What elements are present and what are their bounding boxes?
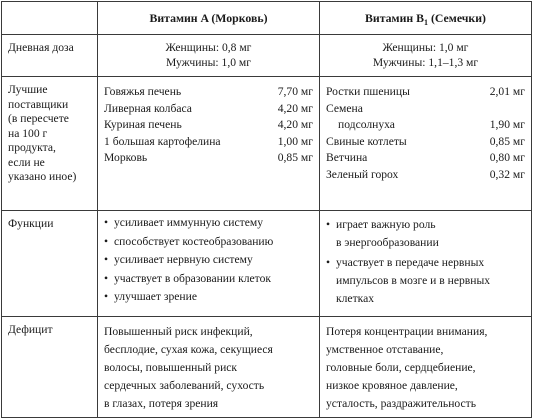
list-item-text: импульсов в мозге и в нервных — [336, 274, 491, 287]
source-item — [104, 135, 313, 152]
source-value: 7,70 мг — [277, 85, 313, 98]
list-item-text: усиливает иммунную систему — [114, 216, 263, 229]
list-item — [104, 216, 315, 231]
sources-label-line: Лучшие — [8, 83, 48, 96]
header-vitamin-a: Витамин A (Морковь) — [98, 2, 320, 35]
list-item — [104, 272, 315, 287]
list-item-text: участвует в образовании клеток — [114, 271, 272, 285]
bullet-icon: • — [104, 216, 109, 229]
sources-label-line: указано иное) — [8, 170, 77, 183]
source-value: 0,85 мг — [277, 151, 313, 164]
list-item-text: участвует в передаче нервных — [336, 256, 485, 269]
sources-row — [2, 77, 532, 211]
dose-a — [98, 35, 320, 77]
dose-label: Дневная доза — [2, 35, 98, 77]
sources-label-line: поставщики — [8, 97, 69, 111]
deficit-a-line: сердечных заболеваний, сухость — [104, 379, 265, 392]
list-item-text: способствует костеобразованию — [114, 234, 274, 248]
source-item — [326, 102, 525, 119]
dose-b — [320, 35, 532, 77]
bullet-icon: • — [326, 256, 331, 269]
sources-label-line: если не — [8, 155, 45, 169]
sources-label — [2, 77, 98, 211]
list-item-text: в энергообразовании — [336, 236, 439, 249]
source-name: Говяжья печень — [104, 85, 182, 98]
source-item — [104, 151, 313, 168]
dose-b-line: Женщины: 1,0 мг — [382, 41, 469, 54]
source-name: Морковь — [104, 151, 148, 164]
source-value: 1,00 мг — [277, 134, 313, 148]
deficit-label: Дефицит — [2, 317, 98, 418]
source-value: 4,20 мг — [277, 118, 313, 131]
functions-a — [98, 211, 320, 317]
deficit-b-line: Потеря концентрации внимания, — [326, 325, 488, 338]
sources-label-line: продукта, — [8, 141, 56, 154]
sources-label-line: (в пересчете — [8, 112, 69, 125]
header-vitamin-b1 — [320, 2, 532, 35]
source-value: 0,85 мг — [489, 134, 525, 148]
deficit-a-line: в глазах, потеря зрения — [104, 397, 219, 410]
source-item — [326, 168, 525, 185]
functions-b — [320, 211, 532, 317]
header-b-sub: 1 — [424, 18, 428, 27]
list-item-text: улучшает зрение — [114, 290, 197, 303]
source-name: Зеленый горох — [326, 167, 399, 181]
functions-b-list — [320, 211, 531, 316]
bullet-icon: • — [104, 290, 109, 303]
source-name: Ветчина — [326, 151, 368, 164]
dose-a-line: Женщины: 0,8 мг — [165, 41, 252, 54]
source-item — [326, 135, 525, 152]
source-value: 2,01 мг — [489, 85, 525, 98]
deficit-a-line: Повышенный риск инфекций, — [104, 325, 253, 338]
deficit-a — [98, 317, 320, 418]
dose-b-line: Мужчины: 1,1–1,3 мг — [372, 56, 479, 69]
dose-row — [2, 35, 532, 77]
source-value: 0,80 мг — [489, 151, 525, 164]
source-item — [326, 85, 525, 102]
source-name: Ливерная колбаса — [104, 101, 192, 115]
source-value: 4,20 мг — [277, 101, 313, 115]
deficit-b-line: усталость, раздражительность — [326, 397, 477, 410]
list-item — [326, 216, 527, 252]
header-b-main: Витамин B — [365, 11, 424, 25]
list-item — [104, 235, 315, 250]
list-item — [326, 254, 527, 308]
deficit-b-line: умственное отставание, — [326, 343, 444, 356]
source-item — [104, 85, 313, 102]
source-name: подсолнуха — [338, 118, 395, 131]
sources-label-line: на 100 г — [8, 126, 48, 140]
deficit-b-line: головные боли, сердцебиение, — [326, 361, 476, 374]
source-item — [326, 118, 525, 135]
deficit-a-line: бесплодие, сухая кожа, секущиеся — [104, 343, 273, 356]
source-item — [326, 151, 525, 168]
bullet-icon: • — [104, 271, 109, 285]
source-name: 1 большая картофелина — [104, 134, 221, 148]
source-value: 1,90 мг — [489, 118, 525, 131]
list-item-text: клетках — [336, 292, 375, 305]
functions-row — [2, 211, 532, 317]
source-name: Куриная печень — [104, 118, 182, 131]
bullet-icon: • — [326, 218, 331, 231]
source-name: Семена — [326, 101, 363, 115]
deficit-b-line: низкое кровяное давление, — [326, 379, 458, 392]
header-b-tail: (Семечки) — [428, 11, 486, 25]
list-item — [104, 253, 315, 268]
source-item — [104, 118, 313, 135]
bullet-icon: • — [104, 253, 109, 266]
functions-label: Функции — [2, 211, 98, 317]
bullet-icon: • — [104, 234, 109, 248]
list-item-text: играет важную роль — [336, 218, 436, 231]
sources-b — [320, 77, 532, 211]
list-item-text: усиливает нервную систему — [114, 253, 253, 266]
source-item — [104, 102, 313, 119]
list-item — [104, 290, 315, 305]
dose-a-line: Мужчины: 1,0 мг — [165, 56, 252, 69]
deficit-a-line: волосы, повышенный риск — [104, 361, 238, 374]
vitamin-table — [1, 1, 532, 418]
sources-a — [98, 77, 320, 211]
header-empty — [2, 2, 98, 35]
source-name: Ростки пшеницы — [326, 85, 410, 98]
header-row — [2, 2, 532, 35]
deficit-b — [320, 317, 532, 418]
functions-a-list — [98, 211, 319, 313]
source-value: 0,32 мг — [489, 167, 525, 181]
source-name: Свиные котлеты — [326, 134, 407, 148]
deficit-row — [2, 317, 532, 418]
